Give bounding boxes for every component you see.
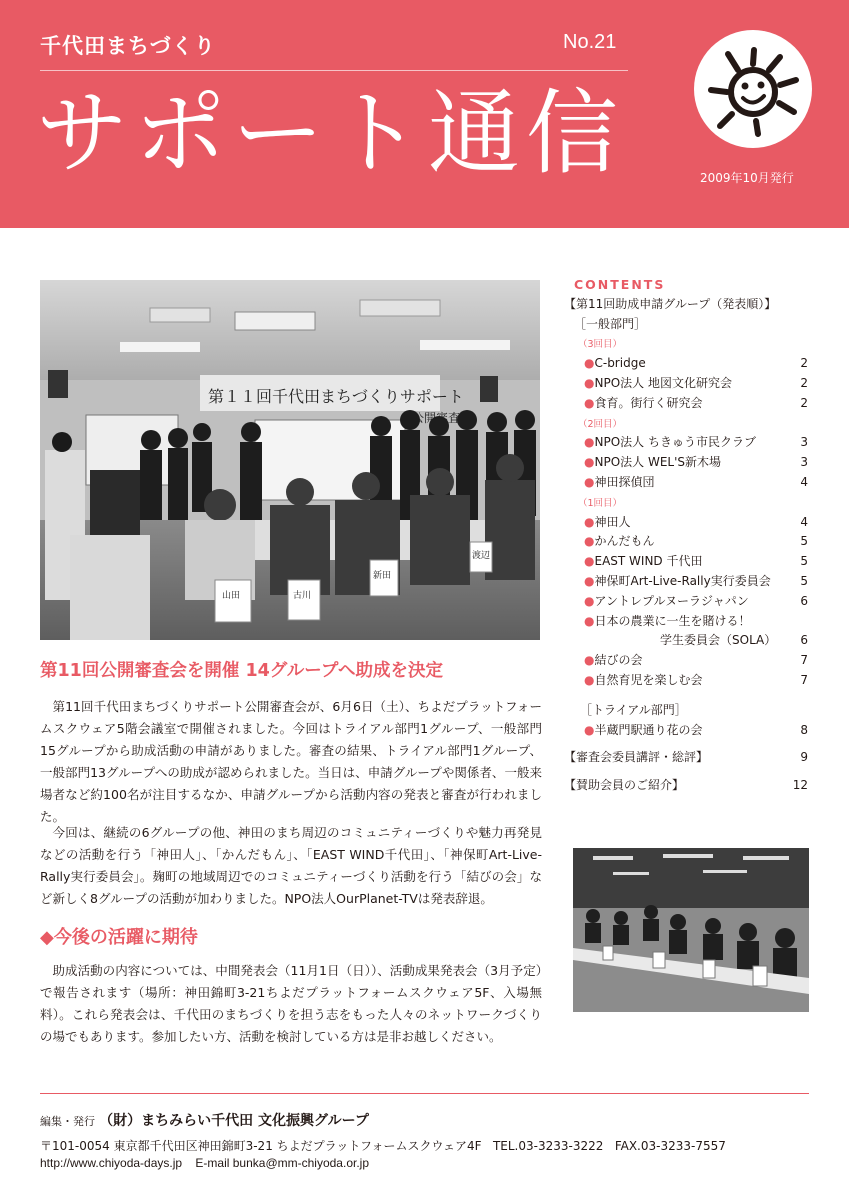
toc-text: 神保町Art-Live-Rally実行委員会 — [594, 573, 771, 588]
publisher-name: （財）まちみらい千代田 文化振興グループ — [99, 1113, 369, 1129]
toc-page: 4 — [800, 514, 808, 529]
contents-label-row — [564, 275, 810, 295]
publisher-fax: FAX.03-3233-7557 — [614, 1139, 726, 1153]
toc-entry — [564, 592, 810, 612]
bullet-icon: ● — [584, 375, 595, 390]
toc-entry — [564, 532, 810, 552]
newsletter-title: サポート通信 — [36, 80, 625, 187]
website-link[interactable]: http://www.chiyoda-days.jp — [40, 1156, 183, 1170]
toc-text: 日本の農業に一生を賭ける！ — [594, 613, 751, 628]
toc-page: 5 — [800, 554, 808, 569]
toc-entry — [564, 671, 810, 691]
section-heading: ◆今後の活躍に期待 — [40, 927, 198, 948]
toc-page: 2 — [800, 395, 808, 410]
bullet-icon: ● — [584, 593, 595, 608]
toc-entry — [564, 354, 810, 374]
toc-page: 7 — [800, 672, 808, 687]
article-headline: 第11回公開審査会を開催 14グループへ助成を決定 — [40, 661, 444, 681]
footer-divider — [40, 1093, 809, 1094]
bullet-icon: ● — [584, 573, 595, 588]
toc-entry — [564, 721, 810, 741]
web-line — [40, 1156, 369, 1170]
toc-text: 自然育児を楽しむ会 — [594, 672, 703, 687]
toc-entry — [564, 513, 810, 533]
bullet-icon: ● — [584, 653, 595, 668]
publisher-line — [40, 1110, 369, 1130]
screening-meeting-photo — [40, 280, 540, 640]
toc-text: ［一般部門］ — [574, 316, 647, 331]
toc-round-label — [564, 334, 810, 354]
toc-page: 3 — [800, 435, 808, 450]
toc-text: 結びの会 — [594, 653, 643, 668]
toc-entry — [564, 552, 810, 572]
toc-text: （2回目） — [578, 418, 623, 430]
toc-page: 6 — [800, 633, 808, 648]
toc-text: （1回目） — [578, 497, 623, 509]
toc-text: NPO法人 ちきゅう市民クラブ — [594, 435, 756, 450]
toc-text: 【賛助会員のご紹介】 — [564, 778, 685, 793]
article-paragraph: 今回は、継続の6グループの他、神田のまち周辺のコミュニティーづくりや魅力再発見などの活動を行う「神田人」、「かんだもん」、「EAST WIND千代田」、「神保町Art-Live-Rally実行委員会」。麹町の地域周辺でのコミュニティーづくり活動を行う「結びの会」など新しく8グループの活動が加わりました。NPO法人OurPlanet-TVは発表辞退。 — [40, 825, 542, 906]
toc-text: EAST WIND 千代田 — [594, 554, 703, 569]
toc-text: 【審査会委員講評・総評】 — [564, 750, 709, 765]
toc-category — [564, 701, 810, 721]
toc-heading — [564, 295, 810, 315]
table-of-contents — [564, 275, 810, 796]
toc-text: 【第11回助成申請グループ（発表順）】 — [564, 296, 777, 311]
photo-banner: 第１１回千代田まちづくりサポート — [208, 387, 464, 406]
toc-text: 神田人 — [594, 514, 631, 529]
article-paragraph: 第11回千代田まちづくりサポート公開審査会が、6月6日（土）、ちよだプラットフォームスクウェア5階会議室で開催されました。今回はトライアル部門1グループ、一般部門15グループから助成活動の申請がありました。審査の結果、トライアル部門1グループ、一般部門13グループへの助成が認められました。当日は、申請グループや関係者、一般来場者など約100名が注目するなか、申請グループから活動内容の発表と審査が行われました。 — [40, 699, 542, 824]
toc-page: 6 — [800, 593, 808, 608]
bullet-icon: ● — [584, 613, 595, 628]
toc-entry — [564, 572, 810, 592]
toc-page: 4 — [800, 474, 808, 489]
toc-page: 5 — [800, 534, 808, 549]
contents-label: CONTENTS — [574, 277, 666, 292]
toc-text: （3回目） — [578, 339, 623, 351]
toc-page: 5 — [800, 573, 808, 588]
toc-text: NPO法人 WEL'S新木場 — [594, 455, 722, 470]
toc-text: かんだもん — [594, 534, 655, 549]
toc-text: アントレプルヌーラジャパン — [594, 593, 749, 608]
masthead — [0, 0, 849, 228]
contact-line — [40, 1137, 726, 1154]
bullet-icon: ● — [584, 435, 595, 450]
toc-round-label — [564, 493, 810, 513]
toc-page: 3 — [800, 455, 808, 470]
toc-text: 学生委員会（SOLA） — [660, 633, 777, 648]
toc-entry — [564, 453, 810, 473]
toc-text: NPO法人 地図文化研究会 — [594, 375, 732, 390]
judges-panel-photo — [573, 848, 809, 1012]
toc-entry — [564, 473, 810, 493]
bullet-icon: ● — [584, 554, 595, 569]
toc-entry — [564, 612, 810, 632]
toc-page: 2 — [800, 375, 808, 390]
toc-page: 2 — [800, 356, 808, 371]
bullet-icon: ● — [584, 455, 595, 470]
email-link[interactable]: E-mail bunka@mm-chiyoda.or.jp — [195, 1156, 369, 1170]
toc-text: 神田探偵団 — [594, 474, 655, 489]
nameplate-text: 古川 — [293, 591, 312, 601]
toc-category — [564, 315, 810, 335]
bullet-icon: ● — [584, 514, 595, 529]
nameplate-text: 新田 — [373, 571, 392, 581]
toc-entry — [564, 394, 810, 414]
toc-round-label — [564, 414, 810, 434]
toc-heading — [564, 748, 810, 768]
publisher-label: 編集・発行 — [40, 1115, 95, 1128]
bullet-icon: ● — [584, 722, 595, 737]
toc-text: ［トライアル部門］ — [580, 702, 687, 717]
publisher-tel: TEL.03-3233-3222 — [492, 1139, 604, 1153]
toc-page: 9 — [800, 750, 808, 765]
bullet-icon: ● — [584, 534, 595, 549]
toc-heading — [564, 776, 810, 796]
series-name: 千代田まちづくり — [40, 34, 216, 58]
toc-text: 半蔵門駅通り花の会 — [594, 722, 703, 737]
issue-date: 2009年10月発行 — [700, 171, 794, 185]
article-paragraph: 助成活動の内容については、中間発表会（11月1日（日））、活動成果発表会（3月予定）で報告されます（場所：神田錦町3-21ちよだプラットフォームスクウェア5F、入場無料）。これら発表会は、千代田のまちづくりを担う志をもった人々のネットワークづくりの場でもあります。参加したい方、活動を検討している方は是非お越しください。 — [40, 963, 542, 1044]
nameplate-text: 渡辺 — [472, 551, 491, 561]
nameplate-text: 山田 — [222, 591, 241, 601]
sun-face-logo-icon — [694, 30, 812, 148]
toc-entry-continued — [564, 631, 810, 651]
bullet-icon: ● — [584, 672, 595, 687]
bullet-icon: ● — [584, 356, 595, 371]
toc-page: 12 — [792, 778, 808, 793]
toc-text: C-bridge — [594, 356, 646, 371]
toc-entry — [564, 374, 810, 394]
bullet-icon: ● — [584, 395, 595, 410]
toc-text: 食育。街行く研究会 — [594, 395, 703, 410]
toc-page: 7 — [800, 653, 808, 668]
header-divider — [40, 70, 628, 71]
issue-number: No.21 — [563, 31, 617, 53]
toc-entry — [564, 433, 810, 453]
toc-page: 8 — [800, 722, 808, 737]
publisher-address: 〒101-0054 東京都千代田区神田錦町3-21 ちよだプラットフォームスクウェア4F — [40, 1139, 482, 1153]
bullet-icon: ● — [584, 474, 595, 489]
toc-entry — [564, 651, 810, 671]
